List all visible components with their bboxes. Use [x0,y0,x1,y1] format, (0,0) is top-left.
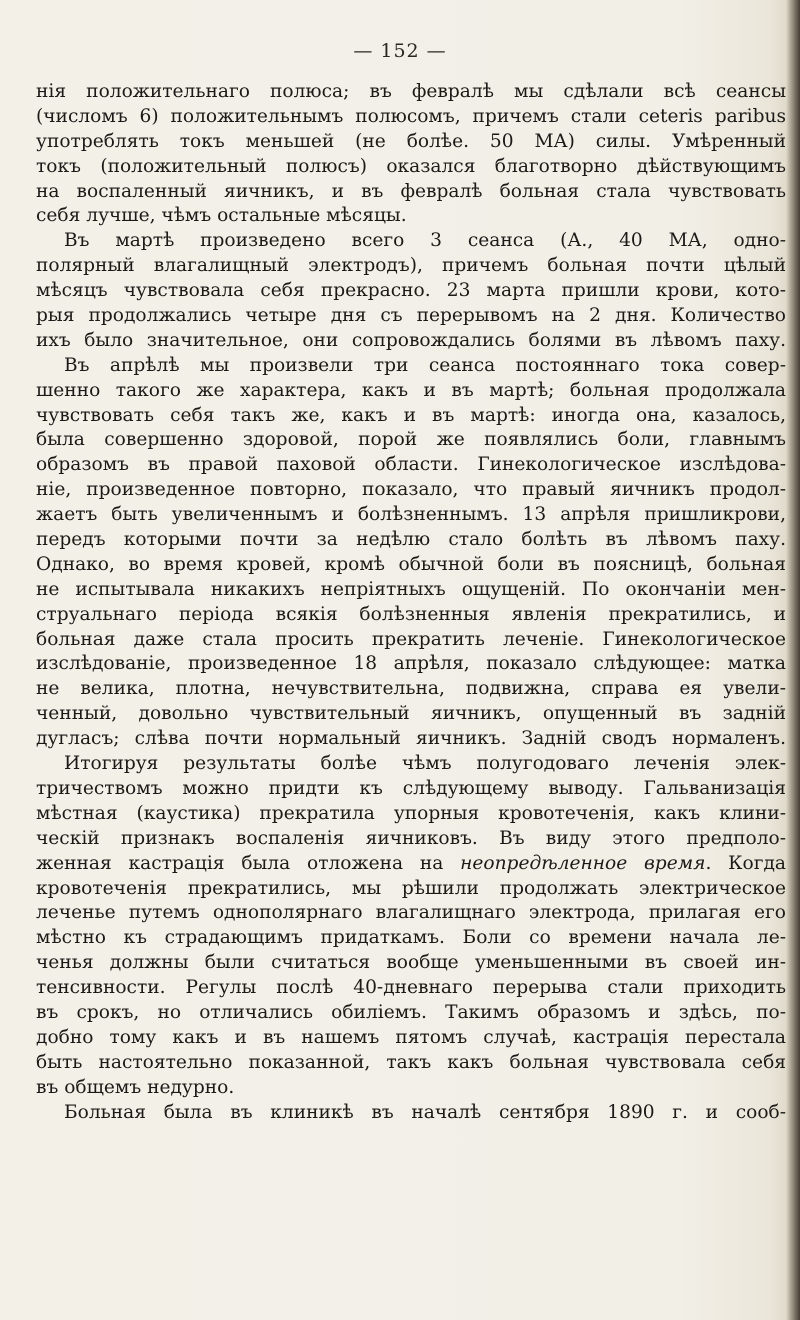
text-line: въ общемъ недурно. [36,1076,235,1098]
page-number: — 152 — [353,40,447,62]
emphasized-phrase: неопредѣленное время [460,852,706,874]
text-line: больная даже стала просить прекратить леченіе. Гинекологическое [36,628,786,650]
body-text [36,80,786,1125]
text-line: въ срокъ, но отличались обиліемъ. Такимъ образомъ и здѣсь, по- [36,1001,786,1023]
text-line: Итогируя результаты болѣе чѣмъ полугодоваго леченія элек- [64,753,786,775]
text-line: употреблять токъ меньшей (не болѣе. 50 МА) силы. Умѣренный [36,130,786,152]
text-line: себя лучше, чѣмъ остальные мѣсяцы. [36,205,407,227]
text-line: полярный влагалищный электродъ), причемъ больная почти цѣлый [36,255,786,277]
text-line: Въ мартѣ произведено всего 3 сеанса (А., 40 МА, одно- [64,230,786,252]
text-line: не испытывала никакихъ непріятныхъ ощущеній. По окончаніи мен- [36,578,786,600]
text-line: чувствовать себя такъ же, какъ и въ мартѣ: иногда она, казалось, [36,404,786,426]
text-line: токъ (положительный полюсъ) оказался благотворно дѣйствующимъ [36,155,786,177]
text-line: добно тому какъ и въ нашемъ пятомъ случаѣ, кастрація перестала [36,1026,786,1048]
text-line: леченье путемъ однополярнаго влагалищнаго электрода, прилагая его [36,902,786,924]
text-line: мѣстно къ страдающимъ придаткамъ. Боли со времени начала ле- [36,927,786,949]
text-line: ихъ было значительное, они сопровождались болями въ лѣвомъ паху. [36,329,786,351]
text-line: передъ которыми почти за недѣлю стало болѣть въ лѣвомъ паху. [36,529,786,551]
text-line: (числомъ 6) положительнымъ полюсомъ, причемъ стали ceteris paribus [36,105,786,127]
text-line: образомъ въ правой паховой области. Гинекологическое изслѣдова- [36,454,786,476]
text-line: мѣсяцъ чувствовала себя прекрасно. 23 марта пришли крови, кото- [36,280,786,302]
text-line: ческій признакъ воспаленія яичниковъ. Въ виду этого предполо- [36,827,786,849]
text-line: на воспаленный яичникъ, и въ февралѣ больная стала чувствовать [36,180,786,202]
binding-edge-shadow [786,0,800,1320]
text-line: изслѣдованіе, произведенное 18 апрѣля, показало слѣдующее: матка [36,653,786,675]
text-line: дугласъ; слѣва почти нормальный яичникъ. Задній сводъ нормаленъ. [36,728,786,750]
text-line: ченный, довольно чувствительный яичникъ, опущенный въ задній [36,703,786,725]
text-line: кровотеченія прекратились, мы рѣшили продолжать электрическое [36,877,786,899]
text-line: мѣстная (каустика) прекратила упорныя кровотеченія, какъ клини- [36,802,786,824]
text-line: ченья должны были считаться вообще уменьшенными въ своей ин- [36,952,786,974]
text-line: струальнаго періода всякія болѣзненныя явленія прекратились, и [36,603,786,625]
text-line: ніе, произведенное повторно, показало, что правый яичникъ продол- [36,479,786,501]
text-line: Въ апрѣлѣ мы произвели три сеанса постояннаго тока совер- [64,354,786,376]
text-line: не велика, плотна, нечувствительна, подвижна, справа ея увели- [36,678,786,700]
text-line: тенсивности. Регулы послѣ 40-дневнаго перерыва стали приходить [36,977,786,999]
text-line: нія положительнаго полюса; въ февралѣ мы сдѣлали всѣ сеансы [36,81,786,102]
text-line: быть настоятельно показанной, такъ какъ больная чувствовала себя [36,1051,786,1073]
text-line: женная кастрація была отложена на неопредѣленное время. Когда [36,852,786,874]
text-line: жаетъ быть увеличеннымъ и болѣзненнымъ. 13 апрѣля пришликрови, [36,504,786,526]
text-line: рыя продолжались четыре дня съ перерывомъ на 2 дня. Количество [36,305,786,327]
text-line: шенно такого же характера, какъ и въ мартѣ; больная продолжала [36,379,786,401]
text-line: тричествомъ можно придти къ слѣдующему выводу. Гальванизація [36,777,786,799]
text-line: Больная была въ клиникѣ въ началѣ сентября 1890 г. и сооб- [64,1101,786,1123]
text-line: была совершенно здоровой, порой же появлялись боли, главнымъ [36,429,786,451]
text-line: Однако, во время кровей, кромѣ обычной боли въ поясницѣ, больная [36,553,786,575]
